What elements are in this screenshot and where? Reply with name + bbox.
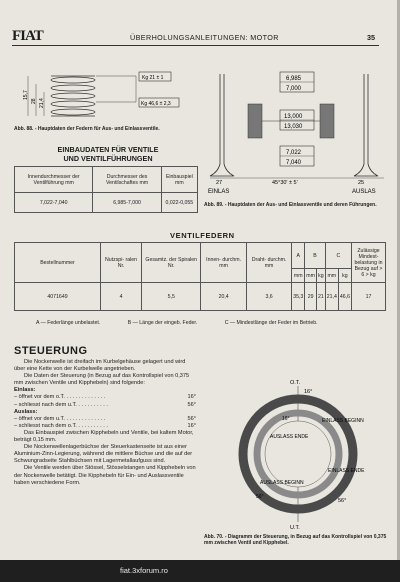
header-guide-inner-dia: Innendurchmesser der Ventilführung mm (15, 167, 93, 193)
springs-table (14, 242, 386, 311)
load-small: Kg 21 ± 1 (142, 75, 164, 81)
cell-c-kg: 46,6 (338, 283, 351, 311)
para-camshaft: Die Nockenwelle ist dreifach im Kurbelgehäuse gelagert und wird über eine Kette von der Kurbelwelle angetrieben. (14, 359, 186, 373)
timing-text (14, 359, 196, 487)
para-bushings: Die Nockenwellenlagerbüchse der Steuerkastenseite ist aus einer Aluminium-Zinn-Legierung, während die mittlere Büchse und die auf der Schwungradseite Stahlbüchsen mit Lagermetallaufguss sind. (14, 444, 193, 465)
fig88-caption: Abb. 88. - Hauptdaten der Federn für Aus- und Einlassventile. (14, 126, 160, 132)
springs-legend (36, 320, 344, 326)
fiat-logo: FIAT (12, 28, 43, 44)
cell-inner-dia: 20,4 (201, 283, 247, 311)
springs-title: VENTILFEDERN (170, 231, 235, 240)
shaft-dia-max: 6,985 (286, 76, 302, 82)
value-clearance: 0,022-0,055 (161, 193, 197, 213)
outlet-close-row: – schliesst nach dem o.T. . . . . . . . . . . 16° (14, 422, 196, 429)
header-rule (12, 45, 379, 46)
inlet-begin-label: EINLASS BEGINN (322, 418, 364, 424)
unit-b-mm: mm (305, 269, 317, 283)
page-number: 35 (367, 33, 375, 42)
tdc-label: O.T. (290, 380, 301, 386)
header-shaft-dia: Durchmesser des Ventilschaftes mm (93, 167, 161, 193)
cell-total-coils: 5,5 (142, 283, 201, 311)
angle-56-right: 56° (338, 498, 347, 504)
header-clearance: Einbauspiel mm (161, 167, 197, 193)
bdc-label: U.T. (290, 525, 300, 531)
head-right-dim: 25 (358, 180, 365, 186)
angle-16-inner: 16° (282, 416, 290, 422)
unit-b-kg: kg (316, 269, 325, 283)
outlet-label: AUSLAS (352, 189, 376, 195)
fig89-caption: Abb. 89. - Hauptdaten der Aus- und Einlassventile und deren Führungen. (204, 202, 377, 208)
seat-dia-min: 13,030 (284, 124, 303, 130)
page-title: ÜBERHOLUNGSANLEITUNGEN: MOTOR (130, 33, 279, 42)
shaft-dia-min: 7,000 (286, 86, 302, 92)
para-rockers: Die Ventile werden über Stössel, Stösselstangen und Kipphebeln von der Nockenwelle betätigt. Die Kipphebeln für Ein- und Auslassventile haben verschiedene Form. (14, 465, 196, 486)
guide-table-title: EINBAUDATEN FÜR VENTILE UND VENTILFÜHRUNGEN (57, 145, 159, 163)
dim-21-4: 21,4 (39, 98, 45, 108)
header-order-no: Bestellnummer (15, 243, 101, 283)
guide-table (14, 166, 198, 213)
left-guide (248, 104, 262, 138)
header-wire-dia: Draht- durchm. mm (246, 243, 291, 283)
legend-c: C — Mindestlänge der Feder im Betrieb. (224, 320, 318, 326)
outlet-end-label: AUSLASS ENDE (270, 434, 309, 440)
fig70-caption: Abb. 70. - Diagramm der Steuerung, in Bezug auf das Kontrollspiel von 0,375 mm zwischen Ventil und Kipphebel. (204, 534, 387, 546)
header-a: A (292, 243, 305, 269)
unit-c-kg: kg (338, 269, 351, 283)
guide-dia-max: 7,040 (286, 160, 302, 166)
seat-dia-max: 13,000 (284, 114, 303, 120)
timing-diagram (208, 380, 388, 530)
seat-angle: 45°30' ± 5' (272, 180, 298, 186)
cell-b-kg: 21 (316, 283, 325, 311)
cell-c-mm: 21,4 (325, 283, 338, 311)
header-active-coils: Nutzspi- ralen Nr. (101, 243, 142, 283)
guide-dia-min: 7,022 (286, 150, 302, 156)
unit-c-mm: mm (325, 269, 338, 283)
inlet-close-row: – schliesst nach dem u.T. . . . . . . . . . . 56° (14, 401, 196, 408)
cell-active-coils: 4 (101, 283, 142, 311)
cell-order-no: 4071649 (15, 283, 101, 311)
unit-a-mm: mm (292, 269, 305, 283)
section-title: STEUERUNG (14, 345, 88, 357)
angle-16-top: 16° (304, 389, 313, 395)
cell-b-mm: 29 (305, 283, 317, 311)
outlet-begin-label: AUSLASS BEGINN (260, 480, 304, 486)
head-left-dim: 27 (216, 180, 223, 186)
header-total-coils: Gesamtz. der Spiralen Nr. (142, 243, 201, 283)
header-min-load: Zulässige Mindest- belastung in Bezug auf > 6 > kg (352, 243, 386, 283)
outlet-open-row: – öffnet vor dem u.T. . . . . . . . . . . . . . 56° (14, 415, 196, 422)
inlet-open-row: – öffnet vor dem o.T. . . . . . . . . . . . . . 16° (14, 394, 196, 401)
spring-diagram (18, 62, 208, 122)
valves-diagram (208, 66, 390, 196)
value-shaft-dia: 6,985-7,000 (93, 193, 161, 213)
angle-56-left: 56° (256, 494, 264, 500)
header-inner-dia: Innen- durchm. mm (201, 243, 247, 283)
legend-b: B — Länge der eingeb. Feder. (127, 320, 198, 326)
inlet-end-label: EINLASS ENDE (328, 468, 365, 474)
cell-a: 35,3 (292, 283, 305, 311)
cell-min-load: 17 (352, 283, 386, 311)
load-large: Kg 46,6 ± 2,3 (141, 101, 171, 107)
header-b: B (305, 243, 325, 269)
outlet-heading: Auslass: (14, 408, 38, 415)
spring-coils (51, 76, 95, 116)
legend-a: A — Federlänge unbelastet. (36, 320, 101, 326)
inlet-heading: Einlass: (14, 387, 36, 394)
inlet-label: EINLAS (208, 189, 230, 195)
dim-15-7: 15,7 (23, 90, 29, 100)
header-c: C (325, 243, 351, 269)
para-clearance: Das Einbauspiel zwischen Kipphebeln und Ventile, bei kaltem Motor, beträgt 0,15 mm. (14, 429, 194, 444)
watermark: fiat.3xforum.ro (120, 566, 168, 575)
value-guide-inner-dia: 7,022-7,040 (15, 193, 93, 213)
dim-28: 28 (31, 98, 37, 104)
right-guide (320, 104, 334, 138)
para-timing-intro: Die Daten der Steuerung (in Bezug auf das Kontrollspiel von 0,375 mm zwischen Ventile und Kipphebeln) sind folgende: (14, 373, 190, 387)
cell-wire-dia: 3,6 (246, 283, 291, 311)
